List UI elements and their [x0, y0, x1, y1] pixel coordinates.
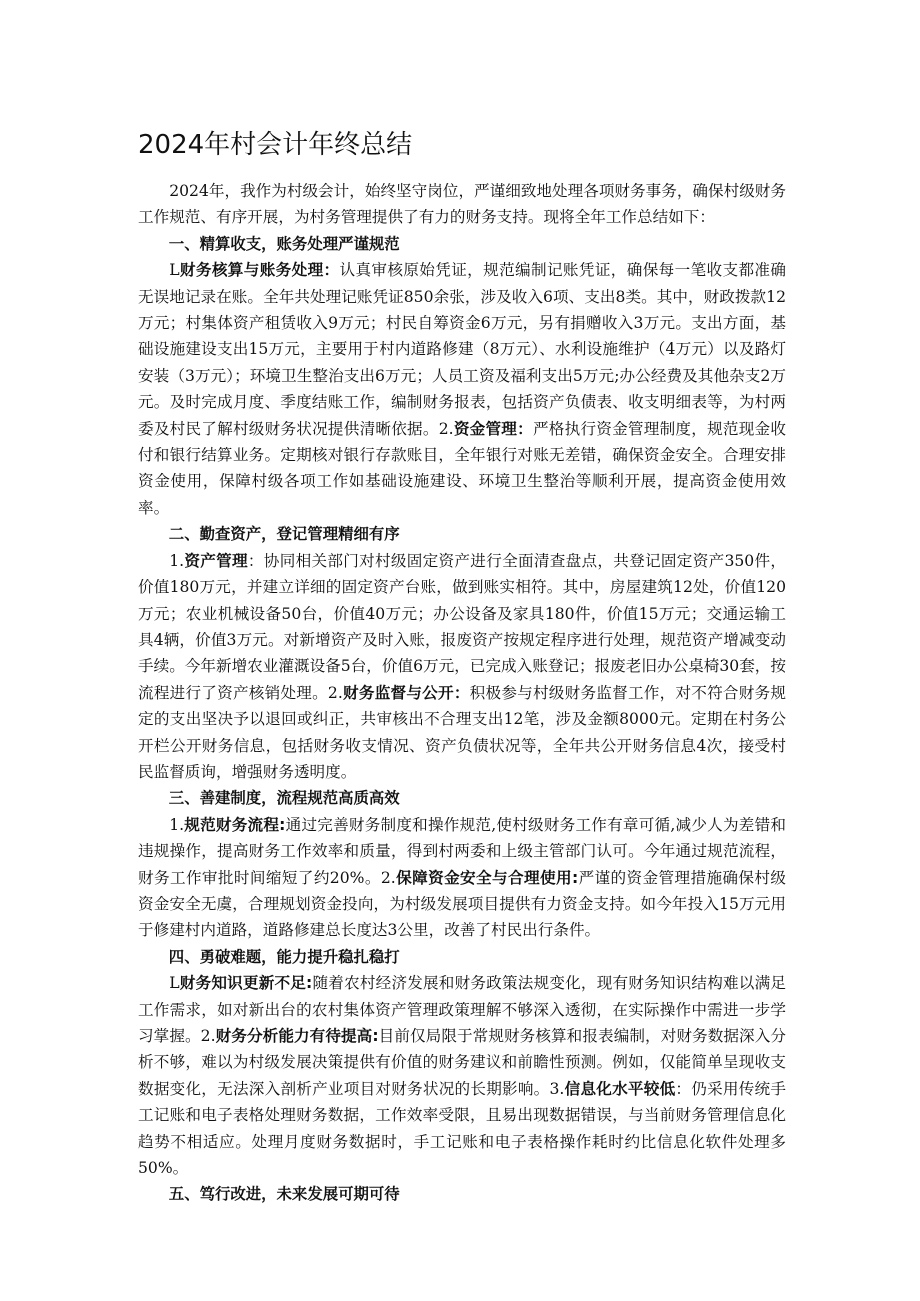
- sections-container: [138, 231, 786, 1208]
- document-title: 2024年村会计年终总结: [138, 130, 413, 160]
- bold-subheading: 保障资金安全与合理使用:: [395, 868, 579, 887]
- section-heading: 一、精算收支，账务处理严谨规范: [168, 234, 400, 253]
- body-text: ：协同相关部门对村级固定资产进行全面清查盘点，共登记固定资产350件，价值180万元，并建立详细的固定资产台账，做到账实相符。其中，房屋建筑12处，价值120万元；农业机械设备50台，价值40万元；办公设备及家具180件，价值15万元；交通运输工具4辆，价值3万元。对新增资产及时入账，报废资产按规定程序进行处理，规范资产增减变动手续。今年新增农业灌溉设备5台，价值6万元，已完成入账登记；报废老旧办公桌椅30套，按流程进行了资产核销处理。2.: [138, 551, 786, 702]
- body-text: 认真审核原始凭证，规范编制记账凭证，确保每一笔收支都准确无误地记录在账。全年共处理记账凭证850余张，涉及收入6项、支出8类。其中，财政拨款12万元；村集体资产租赁收入9万元；村民自筹资金6万元，另有捐赠收入3万元。支出方面，基础设施建设支出15万元，主要用于村内道路修建（8万元）、水利设施维护（4万元）以及路灯安装（3万元）；环境卫生整治支出6万元；人员工资及福利支出5万元;办公经费及其他杂支2万元。及时完成月度、季度结账工作，编制财务报表，包括资产负债表、收支明细表等，为村两委及村民了解村级财务状况提供清晰依据。2.: [138, 261, 786, 438]
- body-text: 严格执行资金管理制度，规范现金收付和银行结算业务。定期核对银行存款账目，全年银行对账无差错，确保资金安全。合理安排资金使用，保障村级各项工作如基础设施建设、环境卫生整治等顺利开展，提高资金使用效率。: [138, 419, 786, 517]
- bold-subheading: 信息化水平较低: [564, 1079, 676, 1098]
- bold-subheading: 财务分析能力有待提高:: [215, 1027, 379, 1045]
- section-heading: 四、勇破难题，能力提升稳扎稳打: [168, 947, 400, 966]
- body-text: 严谨的资金管理措施确保村级资金安全无虞，合理规划资金投向，为村级发展项目提供有力资金支持。如今年投入15万元用于修建村内道路，道路修建总长度达3公里，改善了村民出行条件。: [138, 868, 786, 940]
- body-text: 1.: [169, 815, 185, 834]
- body-text: L: [169, 974, 180, 993]
- body-text: 积极参与村级财务监督工作，对不符合财务规定的支出坚决予以退回或纠正，共审核出不合理支出12笔，涉及金额8000元。定期在村务公开栏公开财务信息，包括财务收支情况、资产负债状况等，全年共公开财务信息4次，接受村民监督质询，增强财务透明度。: [138, 683, 786, 781]
- bold-subheading: 规范财务流程:: [184, 815, 286, 834]
- section-heading: 五、笃行改进，未来发展可期可待: [168, 1185, 400, 1204]
- section-paragraph: [138, 257, 786, 521]
- section-heading: 三、善建制度，流程规范高质高效: [168, 789, 400, 808]
- body-text: 通过完善财务制度和操作规范,使村级财务工作有章可循,减少人为差错和违规操作，提高财务工作效率和质量，得到村两委和上级主管部门认可。今年通过规范流程，财务工作审批时间缩短了约20%。2.: [138, 815, 786, 887]
- bold-subheading: 财务核算与账务处理：: [179, 261, 340, 280]
- intro-paragraph: 2024年，我作为村级会计，始终坚守岗位，严谨细致地处理各项财务事务，确保村级财务工作规范、有序开展，为村务管理提供了有力的财务支持。现将全年工作总结如下：: [138, 182, 786, 227]
- section-paragraph: [138, 812, 786, 944]
- section-paragraph: [138, 970, 786, 1181]
- bold-subheading: 资金管理：: [453, 419, 533, 438]
- body-text: L: [169, 261, 180, 280]
- document-body: [138, 178, 786, 1208]
- body-text: 随着农村经济发展和财务政策法规变化，现有财务知识结构难以满足工作需求，如对新出台的农村集体资产管理政策理解不够深入透彻，在实际操作中需进一步学习掌握。2.: [138, 974, 786, 1045]
- bold-subheading: 财务监督与公开：: [342, 683, 470, 702]
- bold-subheading: 财务知识更新不足:: [179, 974, 313, 993]
- section-paragraph: [138, 548, 786, 786]
- body-text: 目前仅局限于常规财务核算和报表编制，对财务数据深入分析不够，难以为村级发展决策提供有价值的财务建议和前瞻性预测。例如，仅能简单呈现收支数据变化，无法深入剖析产业项目对财务状况的长期影响。3.: [138, 1027, 786, 1098]
- body-text: 1.: [169, 551, 185, 570]
- bold-subheading: 资产管理: [184, 551, 248, 570]
- body-text: ：仍采用传统手工记账和电子表格处理财务数据，工作效率受限，且易出现数据错误，与当前财务管理信息化趋势不相适应。处理月度财务数据时，手工记账和电子表格操作耗时约比信息化软件处理多50%。: [138, 1079, 786, 1178]
- section-heading: 二、勤查资产，登记管理精细有序: [168, 525, 400, 544]
